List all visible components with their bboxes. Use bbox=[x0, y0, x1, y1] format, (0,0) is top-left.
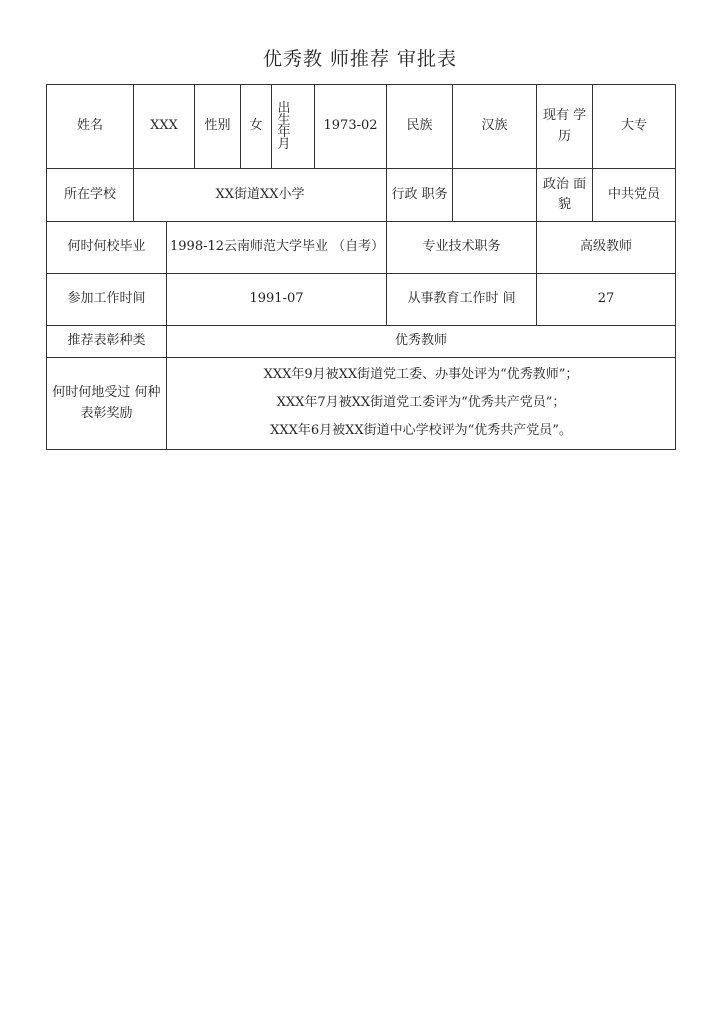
birth-label bbox=[272, 85, 315, 169]
ethnicity-value: 汉族 bbox=[453, 85, 537, 169]
work-start-value: 1991-07 bbox=[167, 274, 387, 326]
teaching-years-value: 27 bbox=[537, 274, 676, 326]
gender-value: 女 bbox=[241, 85, 272, 169]
row-work bbox=[47, 274, 676, 326]
ethnicity-label: 民族 bbox=[387, 85, 453, 169]
teaching-years-label: 从事教育工作时 间 bbox=[387, 274, 537, 326]
row-award-type bbox=[47, 326, 676, 358]
row-school bbox=[47, 169, 676, 222]
tech-post-value: 高级教师 bbox=[537, 222, 676, 274]
graduation-value: 1998-12云南师范大学毕业 （自考） bbox=[167, 222, 387, 274]
admin-post-value bbox=[453, 169, 537, 222]
birth-label-text: 出生年月 bbox=[277, 100, 291, 152]
award-entry: XXX年7月被XX街道党工委评为“优秀共产党员”； bbox=[276, 394, 566, 410]
form-title: 优秀教 师推荐 审批表 bbox=[262, 48, 458, 70]
tech-post-label: 专业技术职务 bbox=[387, 222, 537, 274]
award-entry: XXX年6月被XX街道中心学校评为“优秀共产党员”。 bbox=[270, 422, 572, 438]
award-type-label: 推荐表彰种类 bbox=[47, 326, 167, 358]
gender-label: 性别 bbox=[195, 85, 241, 169]
education-value: 大专 bbox=[593, 85, 676, 169]
political-value: 中共党员 bbox=[593, 169, 676, 222]
school-value: XX街道XX小学 bbox=[134, 169, 387, 222]
name-value: XXX bbox=[134, 85, 195, 169]
admin-post-label: 行政 职务 bbox=[387, 169, 453, 222]
row-basic-info bbox=[47, 85, 676, 169]
birth-value: 1973-02 bbox=[315, 85, 387, 169]
work-start-label: 参加工作时间 bbox=[47, 274, 167, 326]
graduation-label: 何时何校毕业 bbox=[47, 222, 167, 274]
name-label: 姓名 bbox=[47, 85, 134, 169]
education-label: 现有 学历 bbox=[537, 85, 593, 169]
political-label: 政治 面貌 bbox=[537, 169, 593, 222]
awards-label: 何时何地受过 何种表彰奖励 bbox=[47, 358, 167, 450]
row-graduation bbox=[47, 222, 676, 274]
awards-list bbox=[167, 358, 676, 450]
recommendation-form-table bbox=[46, 84, 676, 450]
award-entry: XXX年9月被XX街道党工委、办事处评为“优秀教师”； bbox=[263, 366, 579, 382]
school-label: 所在学校 bbox=[47, 169, 134, 222]
award-type-value: 优秀教师 bbox=[167, 326, 676, 358]
row-awards bbox=[47, 358, 676, 450]
